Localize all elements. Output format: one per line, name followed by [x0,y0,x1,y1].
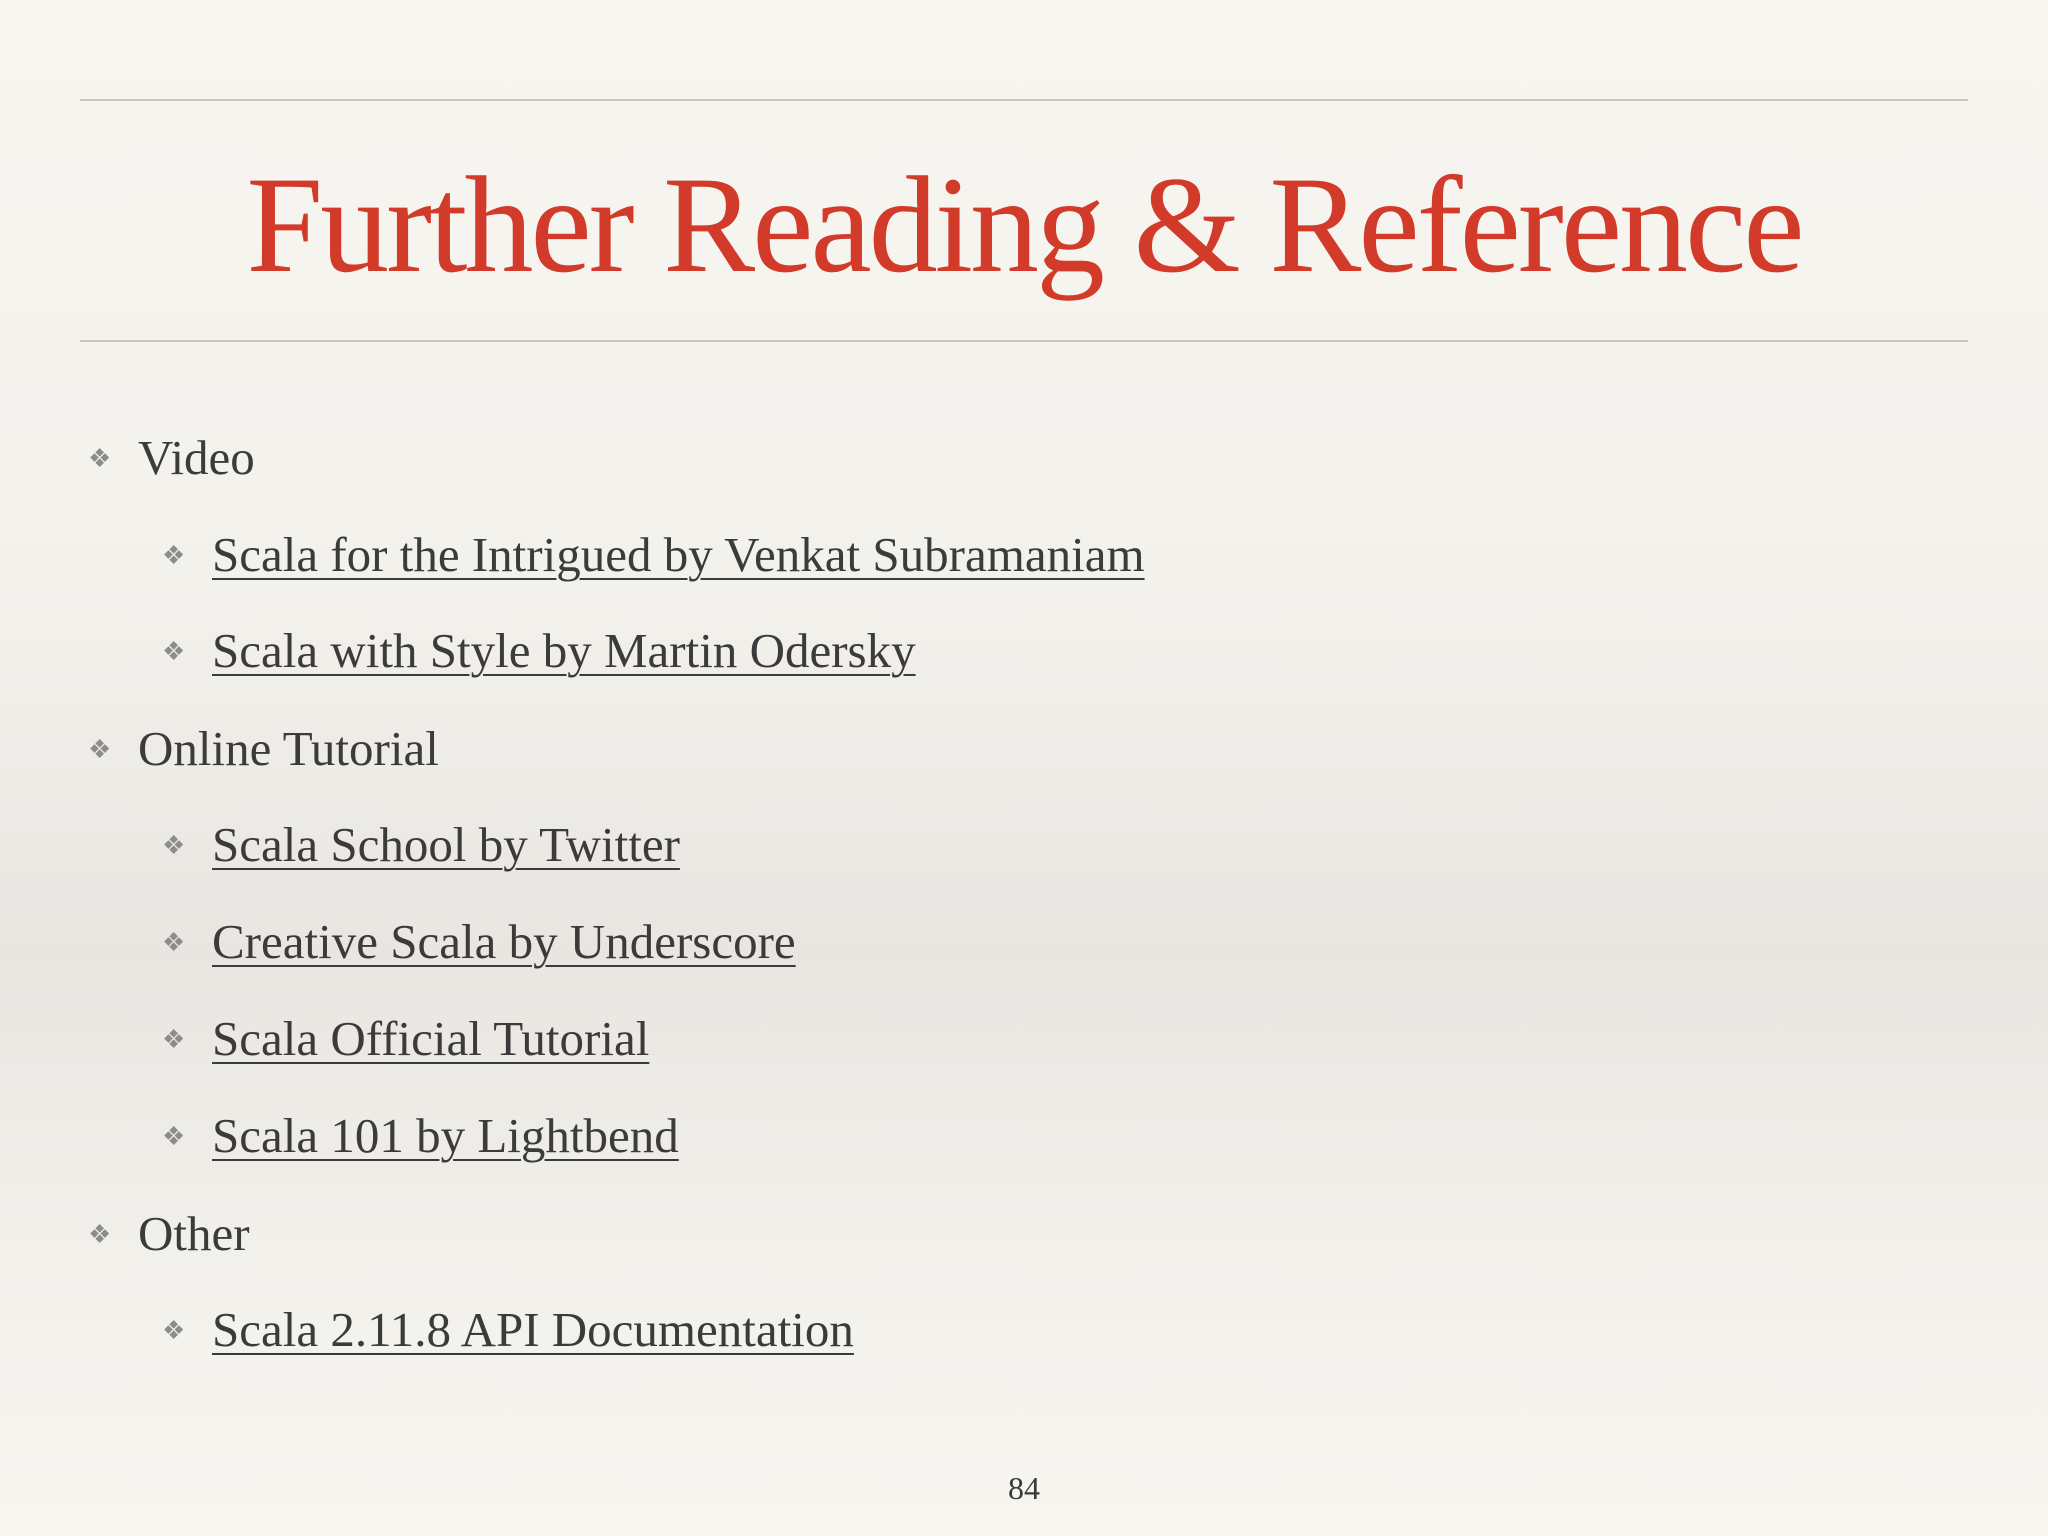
bullet-icon: ❖ [162,1315,186,1345]
bullet-icon: ❖ [162,540,186,570]
bullet-icon: ❖ [162,1024,186,1054]
page-number: 84 [1008,1470,1040,1506]
bullet-icon: ❖ [162,636,186,666]
link-creative-scala[interactable]: Creative Scala by Underscore [212,914,796,969]
bullet-icon: ❖ [88,443,112,473]
list-item [162,1300,854,1365]
list-item [162,1106,679,1171]
link-scala-api-documentation[interactable]: Scala 2.11.8 API Documentation [212,1302,854,1357]
link-scala-school[interactable]: Scala School by Twitter [212,817,680,872]
section-other [88,1204,250,1269]
list-item [162,912,796,977]
list-item [162,1009,649,1074]
link-scala-for-the-intrigued[interactable]: Scala for the Intrigued by Venkat Subramaniam [212,527,1145,582]
section-label: Online Tutorial [138,721,439,776]
list-item [162,525,1145,590]
bullet-icon: ❖ [162,927,186,957]
section-label: Video [138,430,255,485]
section-video [88,428,255,493]
bullet-icon: ❖ [162,830,186,860]
link-scala-official-tutorial[interactable]: Scala Official Tutorial [212,1011,650,1066]
section-online-tutorial [88,719,439,784]
bullet-icon: ❖ [88,734,112,764]
bullet-icon: ❖ [162,1121,186,1151]
link-scala-with-style[interactable]: Scala with Style by Martin Odersky [212,623,916,678]
link-scala-101[interactable]: Scala 101 by Lightbend [212,1108,679,1163]
bullet-icon: ❖ [88,1219,112,1249]
list-item [162,815,680,880]
slide-title: Further Reading & Reference [246,148,1802,301]
list-item [162,621,916,686]
section-label: Other [138,1206,250,1261]
